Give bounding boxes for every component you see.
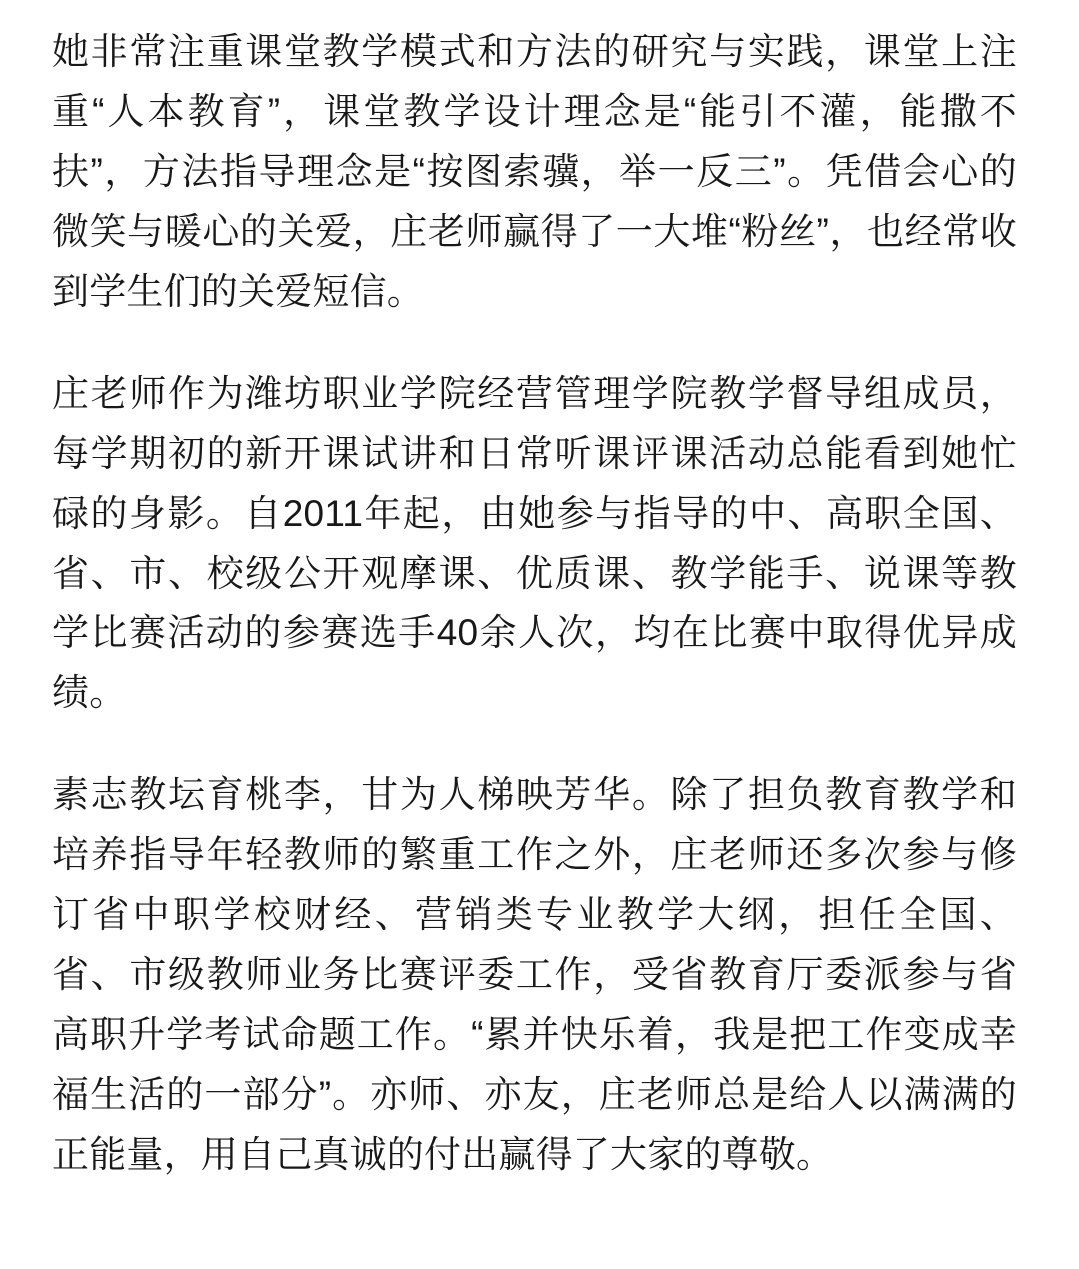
paragraph-2: 庄老师作为潍坊职业学院经营管理学院教学督导组成员，每学期初的新开课试讲和日常听课评课活动总能看到她忙碌的身影。自2011年起，由她参与指导的中、高职全国、省、市、校级公开观摩课、优质课、教学能手、说课等教学比赛活动的参赛选手40余人次，均在比赛中取得优异成绩。 [52, 372, 1017, 714]
paragraph-3: 素志教坛育桃李，甘为人梯映芳华。除了担负教育教学和培养指导年轻教师的繁重工作之外，庄老师还多次参与修订省中职学校财经、营销类专业教学大纲，担任全国、省、市级教师业务比赛评委工作，受省教育厅委派参与省高职升学考试命题工作。“累并快乐着，我是把工作变成幸福生活的一部分”。亦师、亦友，庄老师总是给人以满满的正能量，用自己真诚的付出赢得了大家的尊敬。 [52, 774, 1017, 1175]
article-body [52, 22, 1017, 1185]
paragraph-1: 她非常注重课堂教学模式和方法的研究与实践，课堂上注重“人本教育”，课堂教学设计理念是“能引不灌，能撒不扶”，方法指导理念是“按图索骥，举一反三”。凭借会心的微笑与暖心的关爱，庄老师赢得了一大堆“粉丝”，也经常收到学生们的关爱短信。 [52, 31, 1017, 312]
